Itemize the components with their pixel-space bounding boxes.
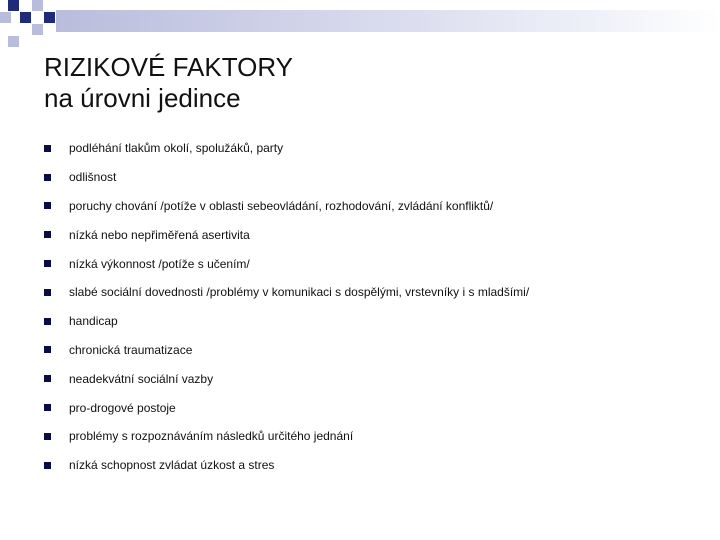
list-item-text: podléhání tlakům okolí, spolužáků, party: [69, 141, 284, 156]
list-item-text: slabé sociální dovednosti /problémy v komunikaci s dospělými, vrstevníky i s mladšími/: [69, 285, 530, 300]
list-item-text: chronická traumatizace: [69, 342, 193, 357]
square-bullet-icon: [44, 462, 51, 469]
corner-squares-decoration: [0, 0, 60, 50]
deco-square: [20, 12, 31, 23]
deco-square: [44, 12, 55, 23]
title-line-2: na úrovni jedince: [44, 83, 241, 113]
list-item: [44, 364, 704, 393]
deco-square: [8, 0, 19, 11]
square-bullet-icon: [44, 375, 51, 382]
header-band: [56, 10, 720, 32]
square-bullet-icon: [44, 346, 51, 353]
list-item: [44, 393, 704, 422]
square-bullet-icon: [44, 433, 51, 440]
list-item: [44, 278, 704, 307]
list-item: [44, 249, 704, 278]
list-item: [44, 307, 704, 336]
risk-factor-list: [44, 134, 704, 480]
list-item: [44, 336, 704, 365]
list-item: [44, 192, 704, 221]
deco-square: [32, 24, 43, 35]
list-item-text: nízká nebo nepřiměřená asertivita: [69, 227, 250, 242]
square-bullet-icon: [44, 202, 51, 209]
list-item: [44, 422, 704, 451]
deco-square: [32, 0, 43, 11]
list-item-text: handicap: [69, 314, 118, 329]
list-item-text: nízká výkonnost /potíže s učením/: [69, 256, 250, 271]
list-item: [44, 163, 704, 192]
deco-square: [8, 36, 19, 47]
list-item-text: problémy s rozpoznáváním následků určitého jednání: [69, 429, 354, 444]
square-bullet-icon: [44, 404, 51, 411]
square-bullet-icon: [44, 145, 51, 152]
deco-square: [44, 0, 55, 11]
list-item-text: pro-drogové postoje: [69, 400, 176, 415]
square-bullet-icon: [44, 289, 51, 296]
list-item-text: odlišnost: [69, 170, 117, 185]
list-item-text: poruchy chování /potíže v oblasti sebeovládání, rozhodování, zvládání konfliktů/: [69, 198, 494, 213]
slide-title: [44, 52, 664, 114]
square-bullet-icon: [44, 174, 51, 181]
square-bullet-icon: [44, 318, 51, 325]
title-line-1: RIZIKOVÉ FAKTORY: [44, 52, 293, 82]
list-item: [44, 220, 704, 249]
list-item-text: nízká schopnost zvládat úzkost a stres: [69, 458, 275, 473]
list-item: [44, 134, 704, 163]
list-item-text: neadekvátní sociální vazby: [69, 371, 214, 386]
square-bullet-icon: [44, 260, 51, 267]
deco-square: [0, 12, 11, 23]
list-item: [44, 451, 704, 480]
deco-square: [8, 24, 19, 35]
deco-square: [20, 0, 31, 11]
square-bullet-icon: [44, 231, 51, 238]
